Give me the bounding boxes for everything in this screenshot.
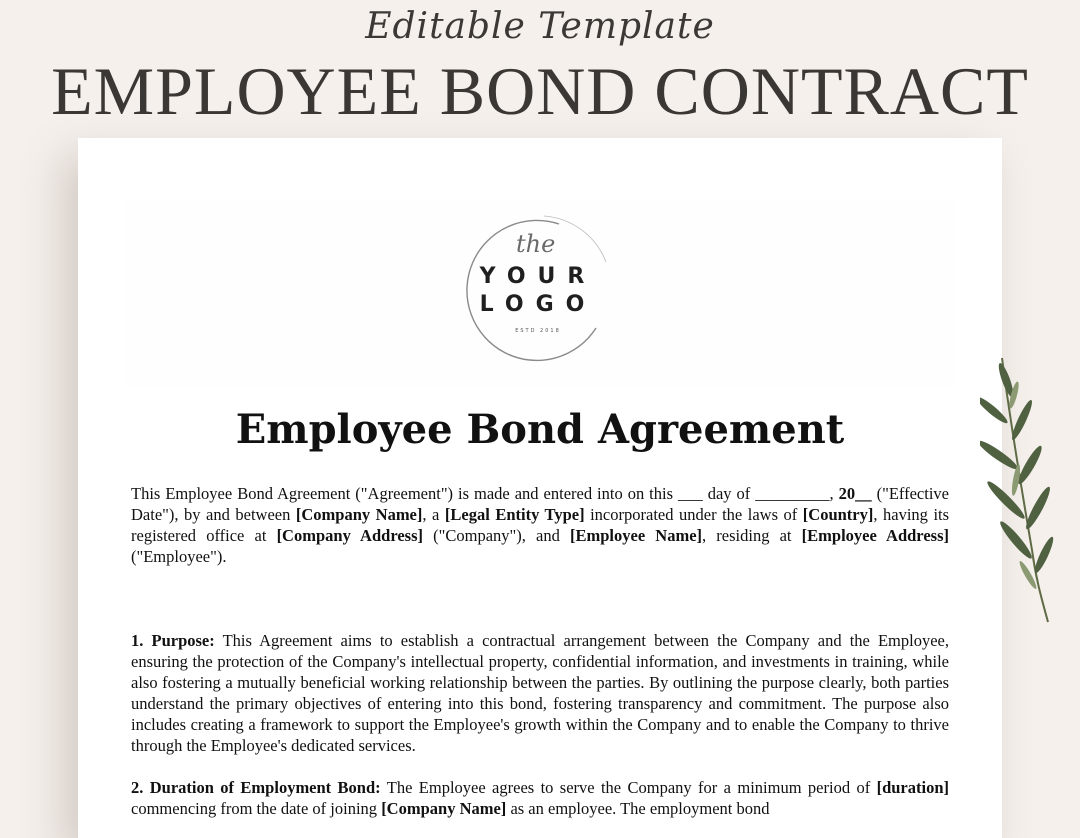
logo-line-your: YOUR (479, 264, 597, 289)
logo-line-logo: LOGO (479, 292, 597, 317)
purpose-heading: 1. Purpose: (131, 631, 215, 650)
duration-heading: 2. Duration of Employment Bond: (131, 778, 381, 797)
intro-paragraph: This Employee Bond Agreement ("Agreement") is made and entered into on this ___ day of _________, 20__ ("Effective Date"), by and between [Company Name], a [Legal Entity Type] incorporated under the laws of [Country], having its registered office at [Company Address] ("Company"), and [Employee Name], residing at [Employee Address] ("Employee"). (131, 484, 950, 566)
banner-script-text: Editable Template (365, 6, 715, 47)
duration-clause: 2. Duration of Employment Bond: The Employee agrees to serve the Company for a minimum period of [duration] commencing from the date of joining [Company Name] as an employee. The employment bond (131, 778, 949, 818)
logo-estd-text: ESTD 2018 (515, 328, 561, 334)
document-title: Employee Bond Agreement (235, 406, 845, 453)
document-page (78, 138, 1002, 838)
document-body (131, 483, 949, 819)
logo-the-text: the (516, 230, 556, 258)
purpose-clause: 1. Purpose: This Agreement aims to establish a contractual arrangement between the Company and the Employee, ensuring the protection of the Company's intellectual property, confidential information, and investments in training, while also fostering a mutually beneficial working relationship between the parties. By outlining the purpose clearly, both parties understand the primary objectives of entering into this bond, fostering transparency and commitment. The purpose also includes creating a framework to support the Employee's growth within the Company and to enable the Company to thrive through the Employee's dedicated services. (131, 631, 949, 755)
olive-branch-decoration (980, 350, 1070, 630)
banner-title: EMPLOYEE BOND CONTRACT (51, 53, 1029, 129)
